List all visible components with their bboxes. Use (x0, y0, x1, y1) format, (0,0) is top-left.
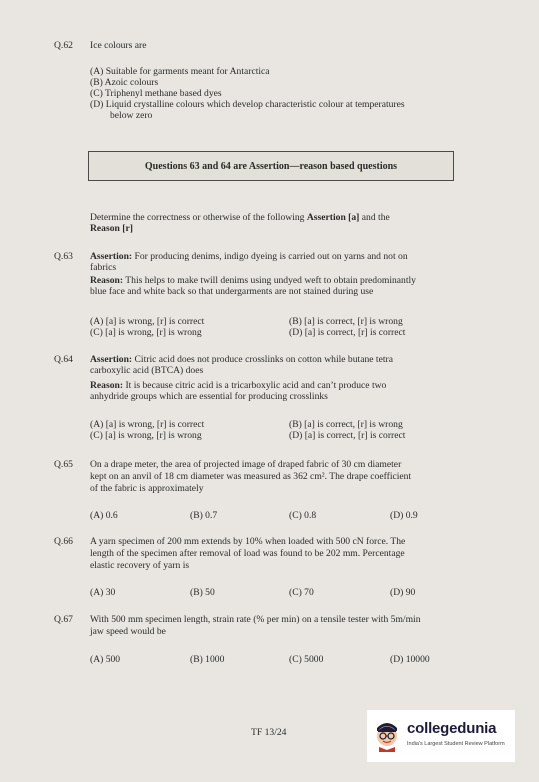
q66-option-d: (D) 90 (390, 587, 416, 598)
instruction-text: Determine the correctness or otherwise of the following (90, 212, 305, 223)
q64-assertion-line-1 (90, 354, 393, 366)
collegedunia-logo (367, 710, 515, 762)
q65-option-a: (A) 0.6 (90, 510, 118, 521)
q62-number: Q.62 (54, 40, 73, 51)
q67-line-2: jaw speed would be (90, 626, 166, 637)
q63-assertion-label: Assertion: (90, 251, 133, 262)
q63-option-c: (C) [a] is wrong, [r] is wrong (90, 327, 202, 338)
q63-number: Q.63 (54, 251, 73, 262)
q63-option-d: (D) [a] is correct, [r] is correct (289, 327, 406, 338)
q67-option-d: (D) 10000 (390, 654, 430, 665)
q64-assertion-label: Assertion: (90, 354, 133, 365)
instruction-line-2 (90, 223, 133, 235)
logo-tagline: India's Largest Student Review Platform (407, 741, 505, 747)
q64-reason-line-1 (90, 380, 386, 392)
q64-reason-text: It is because citric acid is a tricarboxylic acid and can’t produce two (125, 380, 387, 391)
q65-option-b: (B) 0.7 (190, 510, 218, 521)
q66-line-3: elastic recovery of yarn is (90, 560, 190, 571)
instruction-assertion: Assertion [a] (306, 212, 360, 223)
q66-line-2: length of the specimen after removal of load was found to be 202 mm. Percentage (90, 548, 405, 559)
student-face-icon (371, 716, 403, 752)
q65-line-1: On a drape meter, the area of projected image of draped fabric of 30 cm diameter (90, 459, 402, 470)
q63-reason-line-2: blue face and white back so that undergarments are not stained during use (90, 286, 374, 297)
q64-option-a: (A) [a] is wrong, [r] is correct (90, 419, 205, 430)
instruction-and: and the (361, 212, 390, 223)
q64-assertion-line-2: carboxylic acid (BTCA) does (90, 365, 204, 376)
q64-option-d: (D) [a] is correct, [r] is correct (289, 430, 406, 441)
q63-reason-line-1 (90, 275, 416, 287)
q64-assertion-text: Citric acid does not produce crosslinks on cotton while butane tetra (134, 354, 393, 365)
q65-line-3: of the fabric is approximately (90, 483, 204, 494)
q63-assertion-text: For producing denims, indigo dyeing is carried out on yarns and not on (134, 251, 408, 262)
q65-line-2: kept on an anvil of 18 cm diameter was measured as 362 cm². The drape coefficient (90, 471, 412, 482)
q62-option-d-cont: below zero (110, 110, 153, 121)
q63-assertion-line-1 (90, 251, 408, 263)
q64-reason-line-2: anhydride groups which are essential for producing crosslinks (90, 391, 328, 402)
q64-reason-label: Reason: (90, 380, 124, 391)
q63-assertion-line-2: fabrics (90, 262, 117, 273)
instruction-reason: Reason [r] (90, 223, 133, 234)
q64-option-b: (B) [a] is correct, [r] is wrong (289, 419, 403, 430)
q63-option-a: (A) [a] is wrong, [r] is correct (90, 316, 205, 327)
q66-option-a: (A) 30 (90, 587, 116, 598)
assertion-reason-banner (88, 151, 454, 181)
q65-number: Q.65 (54, 459, 73, 470)
q62-option-d: (D) Liquid crystalline colours which develop characteristic colour at temperatures (90, 99, 405, 110)
q66-option-b: (B) 50 (190, 587, 215, 598)
q63-reason-label: Reason: (90, 275, 124, 286)
q67-option-c: (C) 5000 (289, 654, 324, 665)
q63-option-b: (B) [a] is correct, [r] is wrong (289, 316, 403, 327)
q64-option-c: (C) [a] is wrong, [r] is wrong (90, 430, 202, 441)
q64-number: Q.64 (54, 354, 73, 365)
q67-line-1: With 500 mm specimen length, strain rate (% per min) on a tensile tester with 5m/min (90, 614, 421, 625)
q66-line-1: A yarn specimen of 200 mm extends by 10% when loaded with 500 cN force. The (90, 536, 406, 547)
q62-option-c: (C) Triphenyl methane based dyes (90, 88, 222, 99)
q67-number: Q.67 (54, 614, 73, 625)
instruction-line-1 (90, 212, 390, 224)
q62-option-a: (A) Suitable for garments meant for Antarctica (90, 66, 270, 77)
logo-brand: collegedunia (407, 720, 497, 737)
q66-option-c: (C) 70 (289, 587, 314, 598)
q65-option-d: (D) 0.9 (390, 510, 418, 521)
q67-option-a: (A) 500 (90, 654, 121, 665)
q67-option-b: (B) 1000 (190, 654, 225, 665)
banner-text: Questions 63 and 64 are Assertion—reason based questions (144, 160, 398, 172)
q66-number: Q.66 (54, 536, 73, 547)
q65-option-c: (C) 0.8 (289, 510, 317, 521)
page-footer: TF 13/24 (251, 727, 287, 738)
q62-option-b: (B) Azoic colours (90, 77, 159, 88)
q63-reason-text: This helps to make twill denims using undyed weft to obtain predominantly (125, 275, 416, 286)
q62-text: Ice colours are (90, 40, 147, 51)
